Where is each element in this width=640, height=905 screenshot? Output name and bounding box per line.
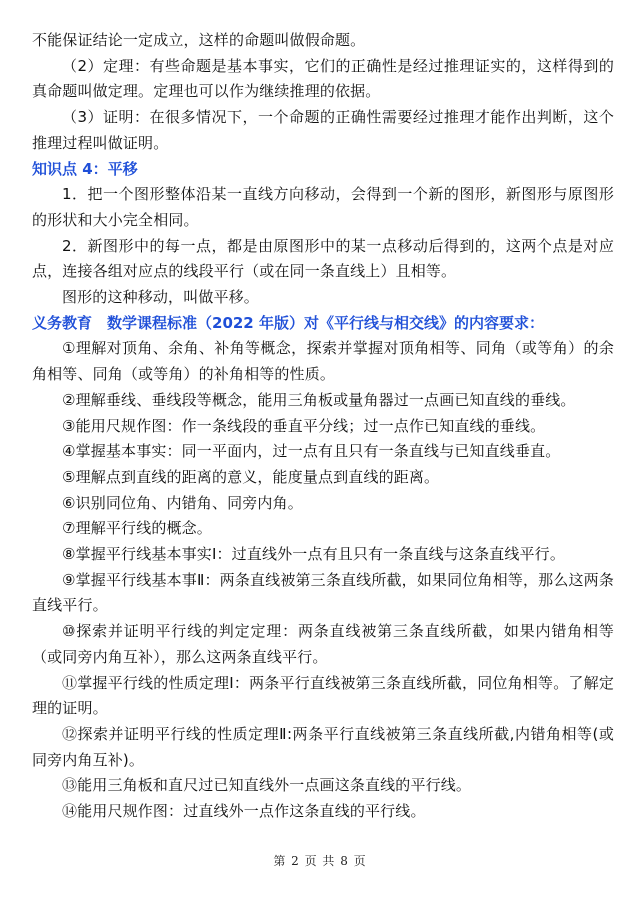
paragraph: ①理解对顶角、余角、补角等概念，探索并掌握对顶角相等、同角（或等角）的余角相等、同角（或等角）的补角相等的性质。 xyxy=(32,339,614,384)
paragraph: ⑧掌握平行线基本事实Ⅰ：过直线外一点有且只有一条直线与这条直线平行。 xyxy=(62,545,565,564)
paragraph: ⑩探索并证明平行线的判定定理：两条直线被第三条直线所截，如果内错角相等（或同旁内角互补），那么这两条直线平行。 xyxy=(32,622,614,666)
document-body xyxy=(32,28,614,825)
paragraph: ③能用尺规作图：作一条线段的垂直平分线；过一点作已知直线的垂线。 xyxy=(62,416,546,435)
paragraph: ②理解垂线、垂线段等概念，能用三角板或量角器过一点画已知直线的垂线。 xyxy=(62,390,576,409)
paragraph: 不能保证结论一定成立，这样的命题叫做假命题。 xyxy=(32,31,366,49)
paragraph: ⑨掌握平行线基本事Ⅱ：两条直线被第三条直线所截，如果同位角相等，那么这两条直线平行。 xyxy=(32,570,614,615)
paragraph: ⑬能用三角板和直尺过已知直线外一点画这条直线的平行线。 xyxy=(62,776,472,795)
page-footer: 第 2 页 共 8 页 xyxy=(273,854,367,868)
paragraph: ⑦理解平行线的概念。 xyxy=(62,519,212,538)
paragraph: 1．把一个图形整体沿某一直线方向移动，会得到一个新的图形，新图形与原图形的形状和大小完全相同。 xyxy=(32,185,614,229)
paragraph: 2．新图形中的每一点，都是由原图形中的某一点移动后得到的，这两个点是对应点，连接各组对应点的线段平行（或在同一条直线上）且相等。 xyxy=(32,236,614,281)
paragraph: （3）证明：在很多情况下，一个命题的正确性需要经过推理才能作出判断，这个推理过程叫做证明。 xyxy=(32,108,614,152)
paragraph: ⑥识别同位角、内错角、同旁内角。 xyxy=(62,493,303,512)
paragraph: ⑤理解点到直线的距离的意义，能度量点到直线的距离。 xyxy=(62,467,440,486)
paragraph: ④掌握基本事实：同一平面内，过一点有且只有一条直线与已知直线垂直。 xyxy=(62,442,561,461)
section-heading: 义务教育 数学课程标准（2022 年版）对《平行线与相交线》的内容要求： xyxy=(32,313,544,332)
paragraph: （2）定理：有些命题是基本事实，它们的正确性是经过推理证实的，这样得到的真命题叫做定理。定理也可以作为继续推理的依据。 xyxy=(32,56,614,101)
paragraph: ⑫探索并证明平行线的性质定理Ⅱ:两条平行直线被第三条直线所截,内错角相等(或同旁内角互补)。 xyxy=(32,724,614,769)
paragraph: ⑪掌握平行线的性质定理Ⅰ：两条平行直线被第三条直线所截，同位角相等。了解定理的证明。 xyxy=(32,673,614,718)
section-heading: 知识点 4：平移 xyxy=(32,159,138,178)
paragraph: 图形的这种移动，叫做平移。 xyxy=(62,288,259,307)
paragraph: ⑭能用尺规作图：过直线外一点作这条直线的平行线。 xyxy=(62,802,426,821)
